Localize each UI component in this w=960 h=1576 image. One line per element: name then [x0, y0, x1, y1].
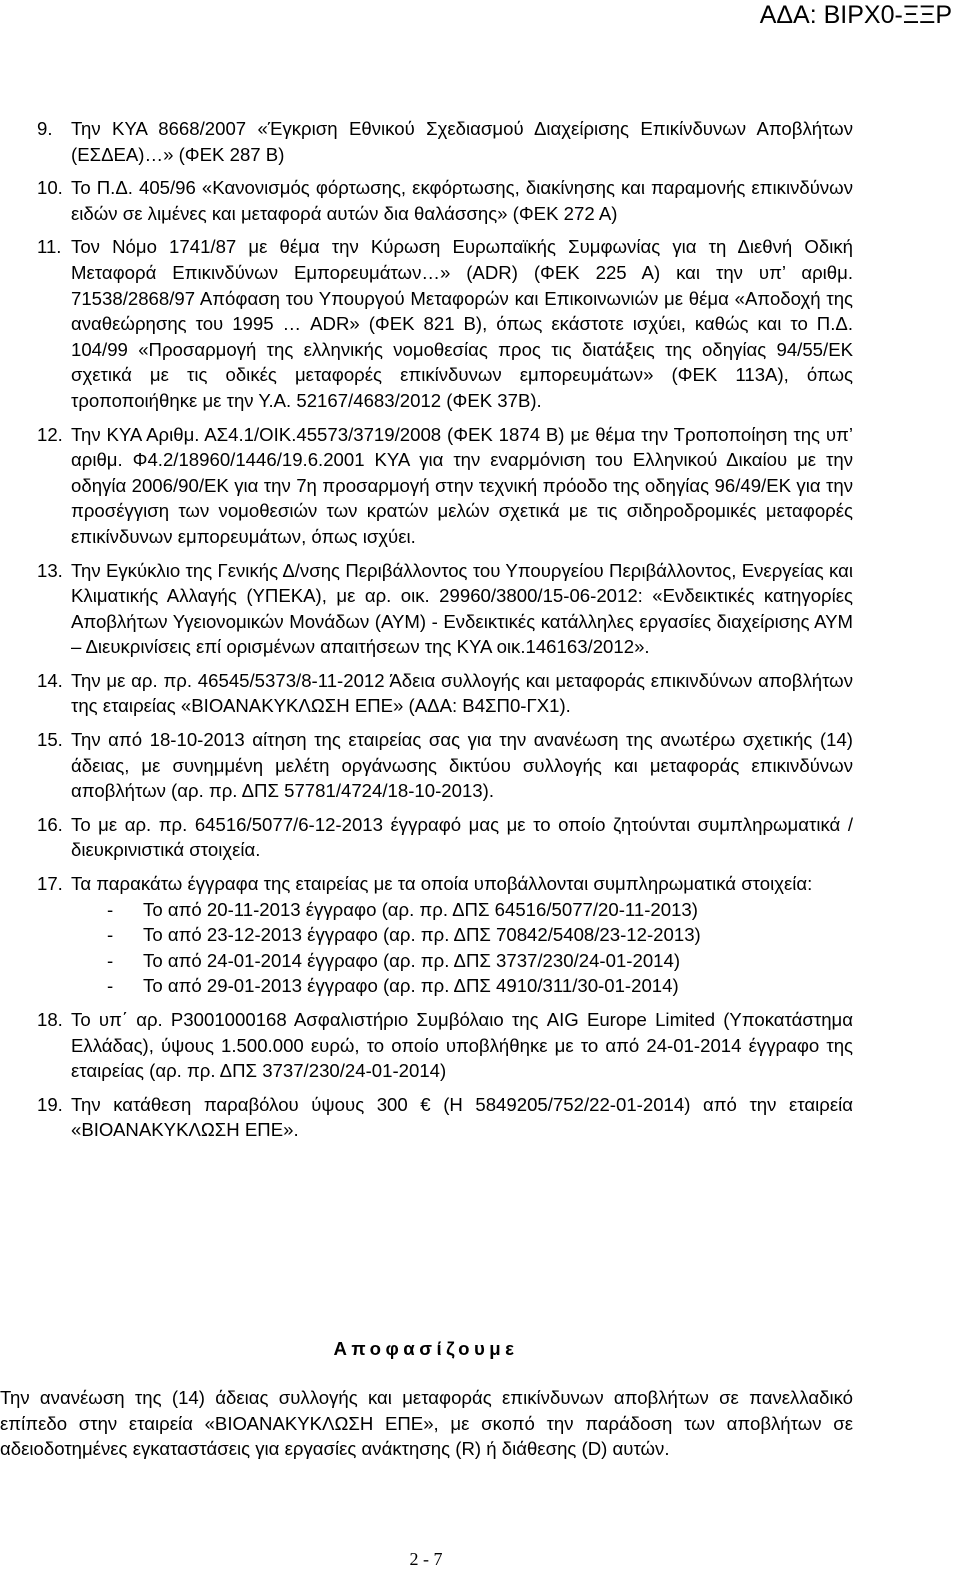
item-text: Την κατάθεση παραβόλου ύψους 300 € (Η 5849205/752/22-01-2014) από την εταιρεία «ΒΙΟΑΝΑΚΥΚΛΩΣΗ ΕΠΕ».: [71, 1093, 853, 1141]
item-text: Το Π.Δ. 405/96 «Κανονισμός φόρτωσης, εκφόρτωσης, διακίνησης και παραμονής επικινδύνων ειδών σε λιμένες και μεταφορά αυτών δια θαλάσσης» (ΦΕΚ 272 Α): [71, 177, 853, 224]
item-number: 17.: [37, 873, 63, 895]
item-number: 12.: [37, 423, 63, 445]
list-item: [37, 116, 853, 167]
item-text: Τον Νόμο 1741/87 με θέμα την Κύρωση Ευρωπαϊκής Συμφωνίας για τη Διεθνή Οδική Μεταφορά Επικινδύνων Εμπορευμάτων…» (ADR) (ΦΕΚ 225 Α) και την υπ’ αριθμ. 71538/2868/97 Απόφαση του Υπουργού Μεταφορών και Επικοινωνιών με θέμα «Αποδοχή της αναθεώρησης του 1995 … ADR» (ΦΕΚ 821 Β), όπως εκάστοτε ισχύει, καθώς και το Π.Δ. 104/99 «Προσαρμογή της ελληνικής νομοθεσίας προς τις διατάξεις της οδηγίας 94/55/ΕΚ σχετικά με τις οδικές μεταφορές επικίνδυνων εμπορευμάτων» (ΦΕΚ 113Α), όπως τροποποιήθηκε με την Υ.Α. 52167/4683/2012 (ΦΕΚ 37Β).: [71, 236, 853, 411]
documents-sublist: [71, 897, 853, 999]
list-item: [37, 1007, 853, 1084]
item-text: Την Εγκύκλιο της Γενικής Δ/νσης Περιβάλλοντος του Υπουργείου Περιβάλλοντος, Ενεργείας και Κλιματικής Αλλαγής (ΥΠΕΚΑ), με αρ. οικ. 29960/3800/15-06-2012: «Ενδεικτικές κατηγορίες Αποβλήτων Υγειονομικών Μονάδων (ΑΥΜ) - Ενδεικτικές κατάλληλες εργασίες διαχείρισης ΑΥΜ – Διευκρινίσεις επί ορισμένων απαιτήσεων της ΚΥΑ οικ.146163/2012».: [71, 559, 853, 658]
list-item: [37, 558, 853, 660]
list-item: [37, 234, 853, 413]
item-text: Την ΚΥΑ 8668/2007 «Έγκριση Εθνικού Σχεδιασμού Διαχείρισης Επικίνδυνων Αποβλήτων (ΕΣΔΕΑ)…» (ΦΕΚ 287 Β): [71, 118, 853, 165]
item-text: Την με αρ. πρ. 46545/5373/8-11-2012 Άδεια συλλογής και μεταφοράς επικινδύνων αποβλήτων της εταιρείας «ΒΙΟΑΝΑΚΥΚΛΩΣΗ ΕΠΕ» (ΑΔΑ: Β4ΣΠ0-ΓΧ1).: [71, 669, 853, 717]
list-item: [37, 422, 853, 550]
dash-bullet: -: [107, 898, 114, 920]
decision-heading: Αποφασίζουμε: [333, 1338, 519, 1359]
item-number: 18.: [37, 1009, 63, 1030]
sublist-item: [71, 897, 853, 923]
item-number: 11.: [37, 236, 62, 258]
dash-bullet: -: [107, 949, 114, 971]
item-text: Την ΚΥΑ Αριθμ. ΑΣ4.1/ΟΙΚ.45573/3719/2008 (ΦΕΚ 1874 Β) με θέμα την Τροποποίηση της υπ’ αριθμ. Φ4.2/18960/1446/19.6.2001 ΚΥΑ για την εναρμόνιση του Ελληνικού Δικαίου με την οδηγία 2006/90/ΕΚ για την 7η προσαρμογή στην τεχνική πρόοδο της οδηγίας 96/49/ΕΚ για την προσέγγιση των νομοθεσιών των κρατών μελών σχετικά με τις σιδηροδρομικές μεταφορές επικίνδυνων εμπορευμάτων, όπως ισχύει.: [71, 423, 853, 547]
sublist-item: [71, 948, 853, 974]
item-text: Το με αρ. πρ. 64516/5077/6-12-2013 έγγραφό μας με το οποίο ζητούνται συμπληρωματικά / διευκρινιστικά στοιχεία.: [71, 813, 853, 861]
list-item: [37, 1092, 853, 1143]
sublist-item: [71, 922, 853, 948]
item-text: Το υπ΄ αρ. Ρ3001000168 Ασφαλιστήριο Συμβόλαιο της AIG Europe Limited (Υποκατάστημα Ελλάδας), ύψους 1.500.000 ευρώ, το οποίο υποβλήθηκε με το από 24-01-2014 έγγραφο της εταιρείας (αρ. πρ. ΔΠΣ 3737/230/24-01-2014): [71, 1009, 853, 1082]
sublist-item-text: Το από 23-12-2013 έγγραφο (αρ. πρ. ΔΠΣ 70842/5408/23-12-2013): [143, 924, 701, 946]
list-item: [37, 727, 853, 804]
item-text: [71, 871, 853, 999]
list-item: [37, 812, 853, 863]
sublist-item-text: Το από 29-01-2013 έγγραφο (αρ. πρ. ΔΠΣ 4910/311/30-01-2014): [143, 975, 679, 997]
page-number: 2 - 7: [409, 1549, 443, 1569]
references-list: [37, 116, 853, 1143]
sublist-item-text: Το από 20-11-2013 έγγραφο (αρ. πρ. ΔΠΣ 64516/5077/20-11-2013): [143, 898, 698, 920]
item-number: 9.: [37, 118, 53, 139]
dash-bullet: -: [107, 924, 114, 946]
item-number: 10.: [37, 177, 63, 199]
list-item: [37, 871, 853, 999]
item-number: 14.: [37, 669, 63, 691]
sublist-item-text: Το από 24-01-2014 έγγραφο (αρ. πρ. ΔΠΣ 3737/230/24-01-2014): [143, 949, 681, 971]
item-number: 15.: [37, 729, 63, 751]
list-item: [37, 668, 853, 719]
dash-bullet: -: [107, 975, 114, 997]
item-number: 16.: [37, 813, 63, 835]
sublist-item: [71, 973, 853, 999]
item-number: 19.: [37, 1093, 63, 1115]
item-number: 13.: [37, 559, 63, 581]
item-intro: Τα παρακάτω έγγραφα της εταιρείας με τα οποία υποβάλλονται συμπληρωματικά στοιχεία:: [71, 873, 813, 895]
item-text: Την από 18-10-2013 αίτηση της εταιρείας σας για την ανανέωση της ανωτέρω σχετικής (14) άδειας, με συνημμένη μελέτη οργάνωσης δικτύου συλλογής και μεταφοράς επικινδύνων αποβλήτων (αρ. πρ. ΔΠΣ 57781/4724/18-10-2013).: [71, 729, 853, 802]
ada-code: ΑΔΑ: ΒΙΡΧ0-ΞΞΡ: [759, 1, 952, 29]
decision-text: Την ανανέωση της (14) άδειας συλλογής και μεταφοράς επικίνδυνων αποβλήτων σε πανελλαδικό επίπεδο στην εταιρεία «ΒΙΟΑΝΑΚΥΚΛΩΣΗ ΕΠΕ», με σκοπό την παράδοση των αποβλήτων σε αδειοδοτημένες εγκαταστάσεις για εργασίες ανάκτησης (R) ή διάθεσης (D) αυτών.: [0, 1387, 853, 1460]
list-item: [37, 175, 853, 226]
